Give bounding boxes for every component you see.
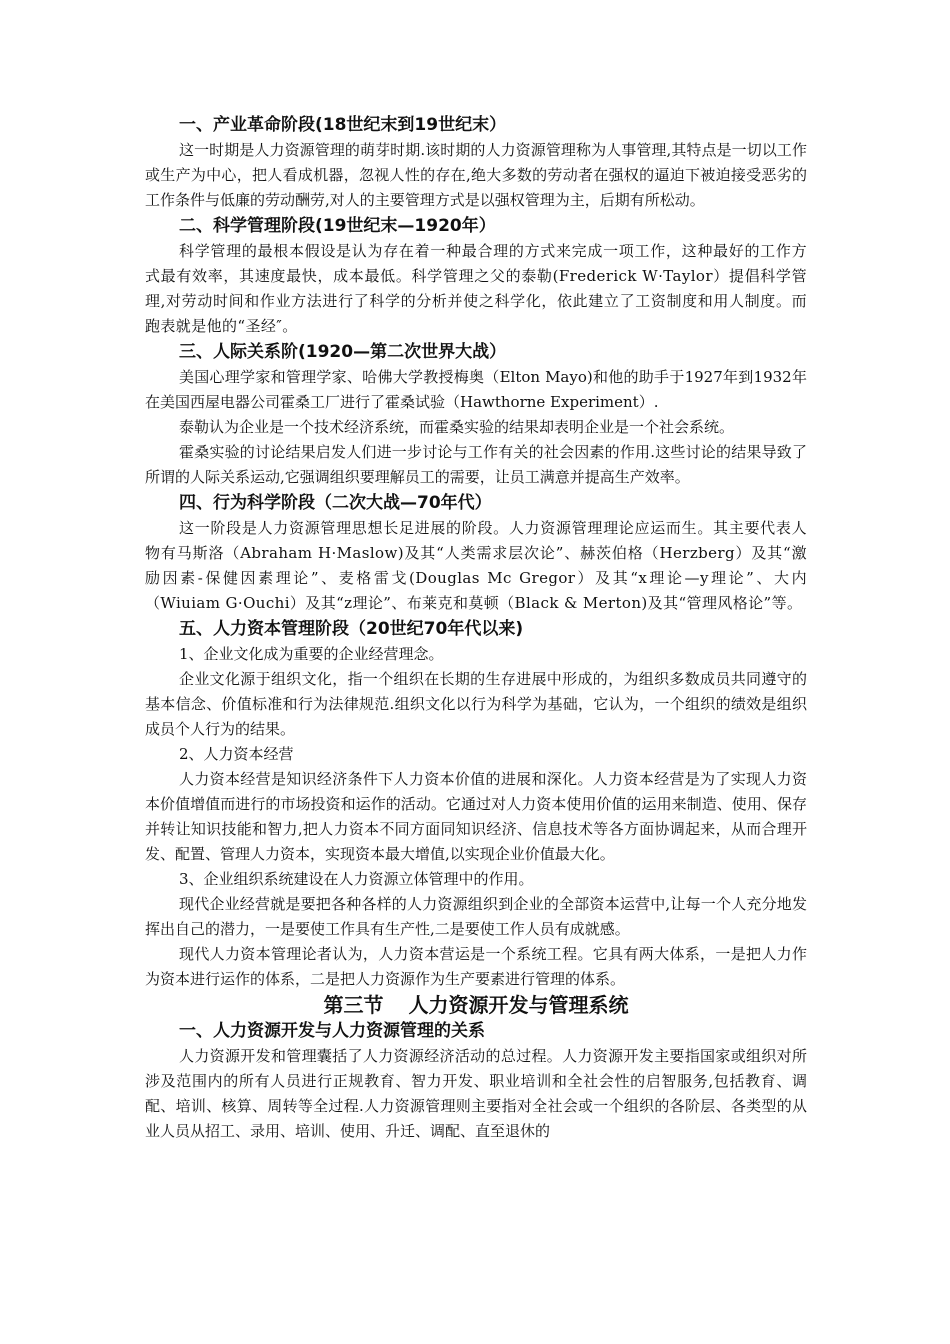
section-heading: 五、人力资本管理阶段（20世纪70年代以来)	[179, 619, 524, 639]
section-behavioral-science	[145, 490, 807, 616]
section-heading: 一、人力资源开发与人力资源管理的关系	[179, 1021, 485, 1041]
chapter-section-three	[145, 992, 807, 1144]
paragraph: 美国心理学家和管理学家、哈佛大学教授梅奥（Elton Mayo)和他的助手于1927年到1932年在美国西屋电器公司霍桑工厂进行了霍桑试验（Hawthorne Experiment）.	[145, 368, 807, 411]
section-heading: 二、科学管理阶段(19世纪末—1920年）	[179, 216, 496, 236]
paragraph: 现代人力资本管理论者认为，人力资本营运是一个系统工程。它具有两大体系，一是把人力作为资本进行运作的体系，二是把人力资源作为生产要素进行管理的体系。	[145, 945, 807, 988]
paragraph: 这一时期是人力资源管理的萌芽时期.该时期的人力资源管理称为人事管理,其特点是一切以工作或生产为中心，把人看成机器，忽视人性的存在,绝大多数的劳动者在强权的逼迫下被迫接受恶劣的工作条件与低廉的劳动酬劳,对人的主要管理方式是以强权管理为主，后期有所松动。	[145, 141, 807, 209]
paragraph: 人力资源开发和管理囊括了人力资源经济活动的总过程。人力资源开发主要指国家或组织对所涉及范围内的所有人员进行正规教育、智力开发、职业培训和全社会性的启智服务,包括教育、调配、培训、核算、周转等全过程.人力资源管理则主要指对全社会或一个组织的各阶层、各类型的从业人员从招工、录用、培训、使用、升迁、调配、直至退休的	[145, 1047, 807, 1140]
paragraph: 现代企业经营就是要把各种各样的人力资源组织到企业的全部资本运营中,让每一个人充分地发挥出自己的潜力，一是要使工作具有生产性,二是要使工作人员有成就感。	[145, 895, 807, 938]
section-industrial-revolution	[145, 112, 807, 213]
section-human-capital	[145, 616, 807, 992]
paragraph: 泰勒认为企业是一个技术经济系统，而霍桑实验的结果却表明企业是一个社会系统。	[179, 418, 735, 436]
paragraph: 人力资本经营是知识经济条件下人力资本价值的进展和深化。人力资本经营是为了实现人力资本价值增值而进行的市场投资和运作的活动。它通过对人力资本使用价值的运用来制造、使用、保存并转让知识技能和智力,把人力资本不同方面同知识经济、信息技术等各方面协调起来，从而合理开发、配置、管理人力资本，实现资本最大增值,以实现企业价值最大化。	[145, 770, 807, 863]
section-heading: 四、行为科学阶段（二次大战—70年代）	[179, 493, 492, 513]
list-item-label: 2、人力资本经营	[179, 745, 294, 763]
list-item-label: 3、企业组织系统建设在人力资源立体管理中的作用。	[179, 870, 534, 888]
list-item-label: 1、企业文化成为重要的企业经营理念。	[179, 645, 444, 663]
chapter-title: 第三节 人力资源开发与管理系统	[323, 993, 629, 1017]
paragraph: 企业文化源于组织文化，指一个组织在长期的生存进展中形成的，为组织多数成员共同遵守的基本信念、价值标准和行为法律规范.组织文化以行为科学为基础，它认为，一个组织的绩效是组织成员个人行为的结果。	[145, 670, 807, 738]
section-human-relations	[145, 339, 807, 490]
document-page	[145, 112, 807, 1144]
paragraph: 霍桑实验的讨论结果启发人们进一步讨论与工作有关的社会因素的作用.这些讨论的结果导致了所谓的人际关系运动,它强调组织要理解员工的需要，让员工满意并提高生产效率。	[145, 443, 807, 486]
section-heading: 三、人际关系阶(1920—第二次世界大战）	[179, 342, 507, 362]
section-heading: 一、产业革命阶段(18世纪末到19世纪末）	[179, 115, 507, 135]
paragraph: 这一阶段是人力资源管理思想长足进展的阶段。人力资源管理理论应运而生。其主要代表人物有马斯洛（Abraham H·Maslow)及其“人类需求层次论”、赫茨伯格（Herzberg）及其“激励因素-保健因素理论”、麦格雷戈(Douglas Mc Gregor）及其“x理论—y理论”、大内（Wiuiam G·Ouchi）及其“z理论”、布莱克和莫顿（Black & Merton)及其“管理风格论”等。	[145, 519, 807, 612]
section-scientific-management	[145, 213, 807, 339]
paragraph: 科学管理的最根本假设是认为存在着一种最合理的方式来完成一项工作，这种最好的工作方式最有效率，其速度最快，成本最低。科学管理之父的泰勒(Frederick W·Taylor）提倡科学管理,对劳动时间和作业方法进行了科学的分析并使之科学化，依此建立了工资制度和用人制度。而跑表就是他的“圣经″。	[145, 242, 807, 335]
